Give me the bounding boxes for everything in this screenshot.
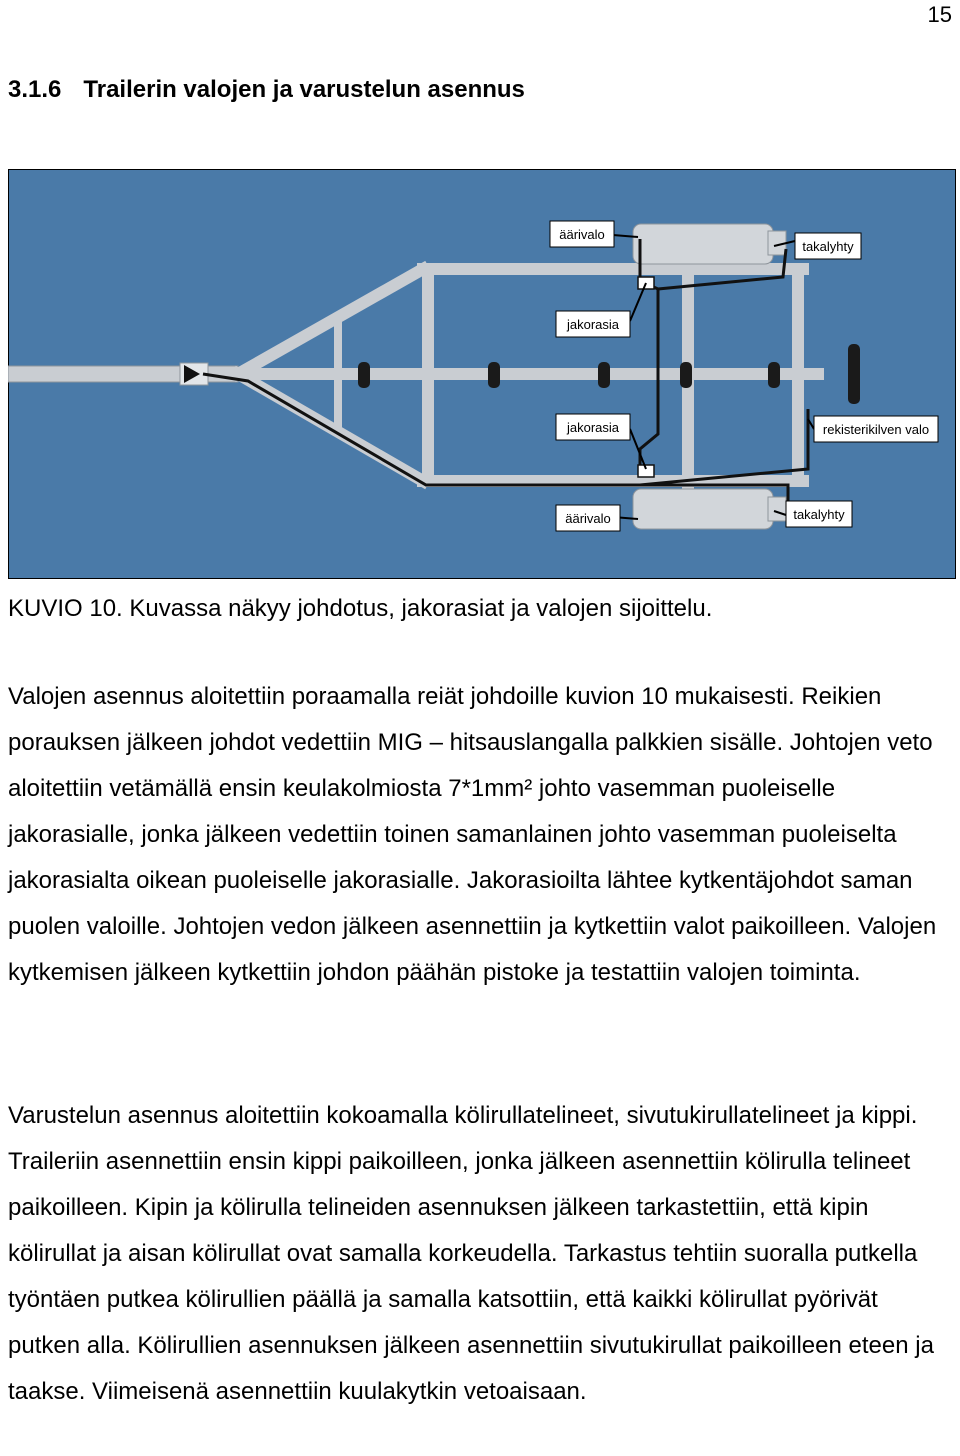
trailer-wiring-figure	[8, 169, 956, 579]
section-heading	[8, 76, 525, 104]
figure-label-aarivalo-bottom	[556, 505, 620, 531]
figure-label-takalyhty-top	[795, 233, 861, 259]
svg-text:takalyhty: takalyhty	[802, 239, 854, 254]
roller	[768, 362, 780, 388]
figure-caption: KUVIO 10. Kuvassa näkyy johdotus, jakorasiat ja valojen sijoittelu.	[8, 595, 713, 622]
svg-text:äärivalo: äärivalo	[565, 511, 611, 526]
figure-label-aarivalo-top	[550, 221, 614, 247]
svg-text:rekisterikilven valo: rekisterikilven valo	[822, 422, 930, 437]
svg-text:jakorasia: jakorasia	[566, 317, 620, 332]
roller	[598, 362, 610, 388]
trailer-wiring-diagram	[8, 169, 956, 579]
svg-text:takalyhty: takalyhty	[793, 507, 845, 522]
svg-text:jakorasia: jakorasia	[566, 420, 620, 435]
figure-label-jakorasia-bottom	[556, 414, 630, 440]
paragraph-equipment: Varustelun asennus aloitettiin kokoamalla kölirullatelineet, sivutukirullatelineet ja kippi. Traileriin asennettiin ensin kippi paikoilleen, jonka jälkeen asennettiin kölirulla telineet paikoilleen. Kipin ja kölirulla telineiden asennuksen jälkeen tarkastettiin, että kipin kölirullat ja aisan kölirullat ovat samalla korkeudella. Tarkastus tehtiin suoralla putkella työntäen putkea kölirullien päällä ja samalla katsottiin, että kaikki kölirullat pyörivät putken alla. Kölirullien asennuksen jälkeen asennettiin sivutukirullat paikoilleen eteen ja taakse. Viimeisenä asennettiin kuulakytkin vetoaisaan.	[8, 1102, 934, 1405]
section-title: Trailerin valojen ja varustelun asennus	[83, 76, 525, 103]
roller	[358, 362, 370, 388]
page-number: 15	[927, 2, 952, 27]
figure-label-takalyhty-bottom	[786, 501, 852, 527]
svg-text:äärivalo: äärivalo	[559, 227, 605, 242]
figure-label-jakorasia-top	[556, 311, 630, 337]
roller	[848, 344, 860, 404]
section-number: 3.1.6	[8, 76, 62, 103]
figure-label-rekisterikilven-valo	[814, 416, 938, 442]
paragraph-lights: Valojen asennus aloitettiin poraamalla reiät johdoille kuvion 10 mukaisesti. Reikien porauksen jälkeen johdot vedettiin MIG – hitsauslangalla palkkien sisälle. Johtojen veto aloitettiin vetämällä ensin keulakolmiosta 7*1mm² johto vasemman puoleiselle jakorasialle, jonka jälkeen vedettiin toinen samanlainen johto vasemman puoleiselta jakorasialta oikean puoleiselle jakorasialle. Jakorasioilta lähtee kytkentäjohdot saman puolen valoille. Johtojen vedon jälkeen asennettiin ja kytkettiin valot paikoilleen. Valojen kytkemisen jälkeen kytkettiin johdon päähän pistoke ja testattiin valojen toiminta.	[8, 683, 937, 986]
roller	[680, 362, 692, 388]
roller	[488, 362, 500, 388]
